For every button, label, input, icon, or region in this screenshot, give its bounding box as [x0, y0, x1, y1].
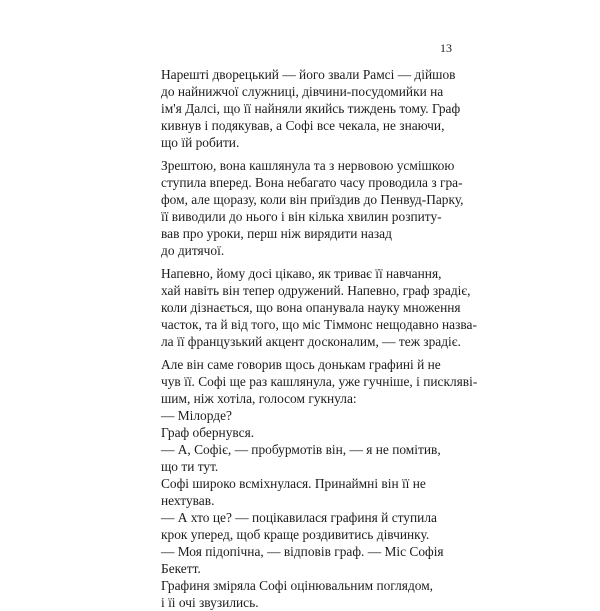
text-line: Напевно, йому досі цікаво, як триває її навчання, [161, 266, 442, 281]
dialogue-line [147, 407, 453, 424]
text-line: Але він саме говорив щось донькам графині й не [161, 357, 441, 372]
paragraph [147, 577, 453, 611]
text-line: крок уперед, щоб краще роздивитись дівчинку. [161, 527, 430, 542]
paragraph [147, 356, 478, 407]
text-line: ім'я Далсі, що її найняли якийсь тиждень тому. Граф [161, 101, 461, 116]
text-line: що ти тут. [161, 459, 219, 474]
text-line: — Мілорде? [161, 408, 232, 423]
text-line: Бекетт. [161, 561, 201, 576]
paragraph [147, 475, 453, 509]
text-line: шим, ніж хотіла, голосом гукнула: [161, 391, 357, 406]
text-line: — А, Софіє, — пробурмотів він, — я не помітив, [161, 442, 441, 457]
text-line: фом, але щоразу, коли він приїздив до Пенвуд-Парку, [161, 192, 464, 207]
paragraph [147, 265, 477, 350]
text-line: її виводили до нього і він кілька хвилин розпиту- [161, 209, 442, 224]
text-line: ступила вперед. Вона небагато часу проводила з гра- [161, 175, 463, 190]
paragraph [147, 157, 464, 259]
text-line: — Моя підопічна, — відповів граф. — Міс Софія [161, 544, 444, 559]
text-line: до найнижчої служниці, дівчини-посудомийки на [161, 84, 444, 99]
text-line: — А хто це? — поцікавилася графиня й ступила [161, 510, 437, 525]
text-line: що їй робити. [161, 135, 240, 150]
page-number: 13 [440, 41, 452, 55]
text-line: хай навіть він тепер одружений. Напевно, граф зрадіє, [161, 283, 471, 298]
text-line: нехтував. [161, 493, 215, 508]
text-line: Нарешті дворецький — його звали Рамсі — дійшов [161, 67, 456, 82]
text-line: чув її. Софі ще раз кашлянула, уже гучніше, і пискляві- [161, 374, 478, 389]
text-line: Граф обернувся. [161, 425, 255, 440]
text-line: Софі широко всміхнулася. Принаймні він її не [161, 476, 426, 491]
dialogue-line [147, 441, 453, 475]
dialogue-line [147, 543, 453, 577]
text-line: Графиня зміряла Софі оцінювальним поглядом, [161, 578, 434, 593]
text-line: коли дізнається, що вона опанувала науку множення [161, 300, 461, 315]
paragraph [147, 424, 453, 441]
text-line: кивнув і подякував, а Софі все чекала, не знаючи, [161, 118, 445, 133]
text-line: ла її французький акцент досконалим, — теж зрадіє. [161, 334, 461, 349]
text-line: Зрештою, вона кашлянула та з нервовою усмішкою [161, 158, 455, 173]
text-line: вав про уроки, перш ніж вирядити назад [161, 226, 392, 241]
paragraph [147, 66, 461, 151]
text-line: до дитячої. [161, 243, 225, 258]
text-line: і їі очі звузились. [161, 595, 259, 610]
body-text [147, 66, 478, 611]
text-line: часток, та й від того, що міс Тіммонс нещодавно назва- [161, 317, 477, 332]
dialogue-line [147, 509, 453, 543]
